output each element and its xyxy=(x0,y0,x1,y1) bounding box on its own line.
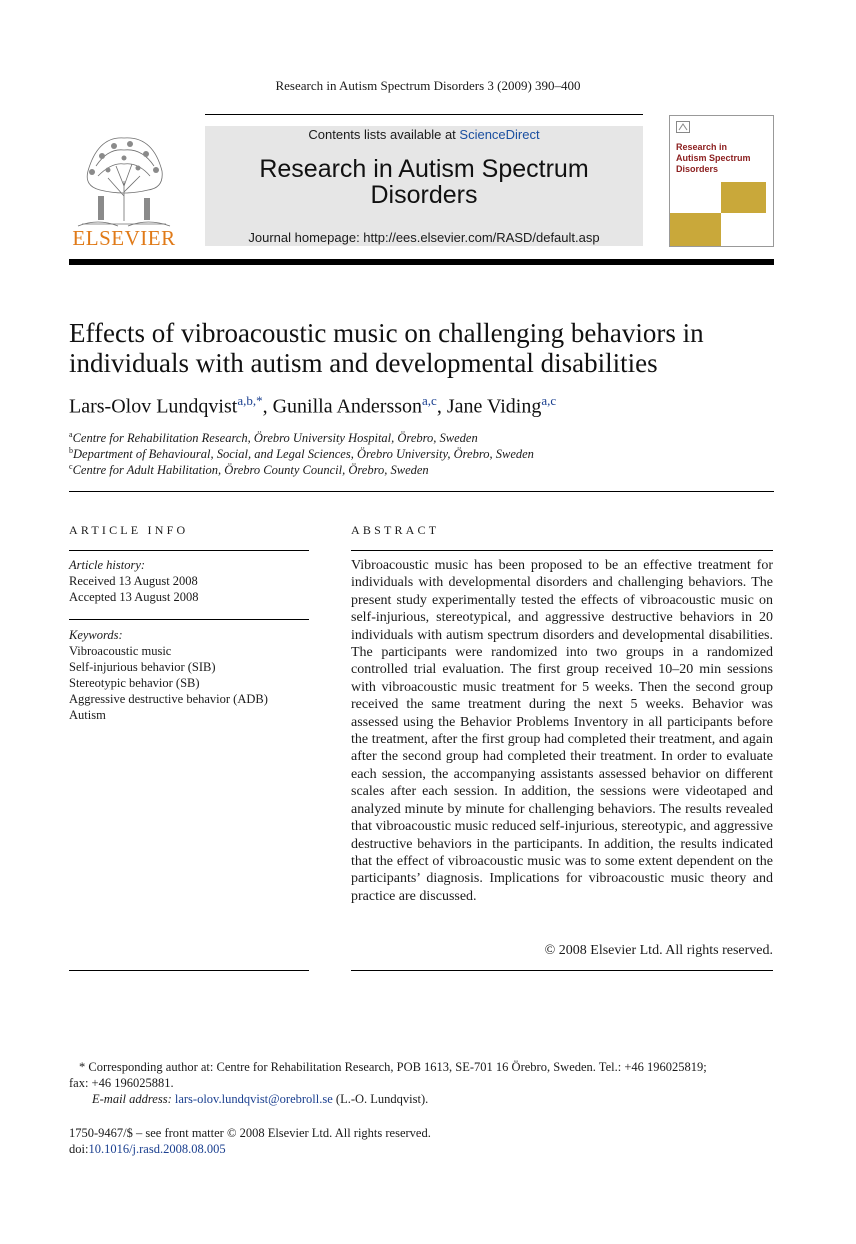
email-link[interactable]: lars-olov.lundqvist@orebroll.se xyxy=(174,1092,333,1106)
affiliation xyxy=(69,430,478,446)
affiliation-text: Centre for Rehabilitation Research, Örebro University Hospital, Örebro, Sweden xyxy=(72,431,478,446)
cover-title-line: Research in xyxy=(676,142,728,152)
author-affil-mark[interactable]: a,c xyxy=(541,393,557,408)
author-affil-mark[interactable]: a,c xyxy=(422,393,437,408)
affiliation xyxy=(69,446,534,462)
affiliation-mark: b xyxy=(69,446,73,455)
affiliation-text: Department of Behavioural, Social, and Legal Sciences, Örebro University, Örebro, Sweden xyxy=(73,447,534,462)
title-line: individuals with autism and developmental disabilities xyxy=(69,348,658,378)
affiliation-text: Centre for Adult Habilitation, Örebro County Council, Örebro, Sweden xyxy=(72,463,429,478)
author-name: Lars-Olov Lundqvist xyxy=(69,395,238,418)
header-divider xyxy=(69,491,774,492)
corresponding-author-fax: fax: +46 196025881. xyxy=(69,1076,174,1090)
abstract-heading: ABSTRACT xyxy=(351,523,440,537)
author-name: Jane Viding xyxy=(446,395,542,418)
author-affil-mark[interactable]: a,b,* xyxy=(237,393,263,408)
elsevier-wordmark: ELSEVIER xyxy=(72,226,176,250)
contents-prefix: Contents lists available at xyxy=(308,127,460,142)
abstract-text: Vibroacoustic music has been proposed to be an effective treatment for individuals with developmental disorders and challenging behaviors. The present study experimentally tested the effects of vibroacoustic music on self-injurious, stereotypical, and aggressive destructive behaviors in 20 individuals with autism spectrum disorders and developmental disabilities. The participants were randomized into two groups in a randomized controlled trial evaluation. The first group received 10–20 min sessions with vibroacoustic music treatment for 5 weeks. Then the second group received the same treatment during the next 5 weeks. Behavior was assessed using the Behavior Problems Inventory in all participants before the treatment, after the first group had completed their treatment, and again after the second group had completed their treatment. In order to evaluate each session, the accompanying assistants assessed behavior on different scales after each session. In addition, the sessions were videotaped and analyzed minute by minute for challenging behaviors. The results revealed that vibroacoustic music reduced self-injurious, stereotypic, and aggressive destructive behaviors in the participants. In addition, the results indicated that the effect of vibroacoustic music was to some extent dependent on the participants’ diagnosis. Implications for vibroacoustic music theory and practice are discussed. xyxy=(351,558,773,904)
journal-cover xyxy=(669,115,774,247)
article-title xyxy=(69,318,789,378)
cover-title-line: Disorders xyxy=(676,164,719,174)
keyword: Vibroacoustic music xyxy=(69,644,172,658)
accepted-date: Accepted 13 August 2008 xyxy=(69,590,199,604)
keywords-label: Keywords: xyxy=(69,628,123,642)
affiliation xyxy=(69,462,429,478)
cover-block-top xyxy=(721,182,766,213)
masthead-rule xyxy=(69,259,774,265)
affiliation-mark: c xyxy=(69,462,73,471)
history-label: Article history: xyxy=(69,558,146,572)
article-info-bottom-rule xyxy=(69,970,309,971)
author-separator: , xyxy=(436,395,447,418)
article-info-rule xyxy=(69,550,309,551)
author-separator: , xyxy=(262,395,273,418)
cover-logo-icon xyxy=(676,121,690,133)
keyword: Aggressive destructive behavior (ADB) xyxy=(69,692,268,706)
keyword: Stereotypic behavior (SB) xyxy=(69,676,200,690)
cover-title-line: Autism Spectrum xyxy=(676,153,751,163)
doi-link[interactable]: 10.1016/j.rasd.2008.08.005 xyxy=(88,1142,226,1156)
issn-line: 1750-9467/$ – see front matter © 2008 Elsevier Ltd. All rights reserved. xyxy=(69,1126,431,1140)
abstract-copyright: © 2008 Elsevier Ltd. All rights reserved. xyxy=(544,943,773,958)
author-list xyxy=(69,393,556,419)
corresponding-author-note: * Corresponding author at: Centre for Rehabilitation Research, POB 1613, SE-701 16 Örebro, Sweden. Tel.: +46 196025819; xyxy=(79,1060,707,1074)
received-date: Received 13 August 2008 xyxy=(69,574,198,588)
keyword: Autism xyxy=(69,708,106,722)
email-line xyxy=(92,1091,428,1107)
journal-title: Research in Autism Spectrum Disorders xyxy=(259,155,589,209)
doi-label: doi: xyxy=(69,1142,89,1156)
abstract-rule xyxy=(351,550,773,551)
author-name: Gunilla Andersson xyxy=(272,395,423,418)
keywords-block xyxy=(69,627,268,723)
contents-line xyxy=(205,127,643,142)
sciencedirect-link[interactable]: ScienceDirect xyxy=(459,127,540,142)
cover-block-bottom xyxy=(670,213,721,246)
article-info-heading: ARTICLE INFO xyxy=(69,523,189,537)
history-rule xyxy=(69,619,309,620)
email-suffix: (L.-O. Lundqvist). xyxy=(332,1092,429,1106)
keyword: Self-injurious behavior (SIB) xyxy=(69,660,216,674)
affiliation-mark: a xyxy=(69,430,73,439)
article-history xyxy=(69,557,199,605)
email-label: E-mail address: xyxy=(92,1092,175,1106)
abstract-bottom-rule xyxy=(351,970,773,971)
journal-homepage[interactable]: Journal homepage: http://ees.elsevier.com/RASD/default.asp xyxy=(248,230,600,245)
header-rule xyxy=(205,114,643,115)
running-head: Research in Autism Spectrum Disorders 3 (2009) 390–400 xyxy=(275,78,581,93)
cover-title xyxy=(676,142,751,175)
doi-line xyxy=(69,1141,226,1157)
title-line: Effects of vibroacoustic music on challenging behaviors in xyxy=(69,318,704,348)
